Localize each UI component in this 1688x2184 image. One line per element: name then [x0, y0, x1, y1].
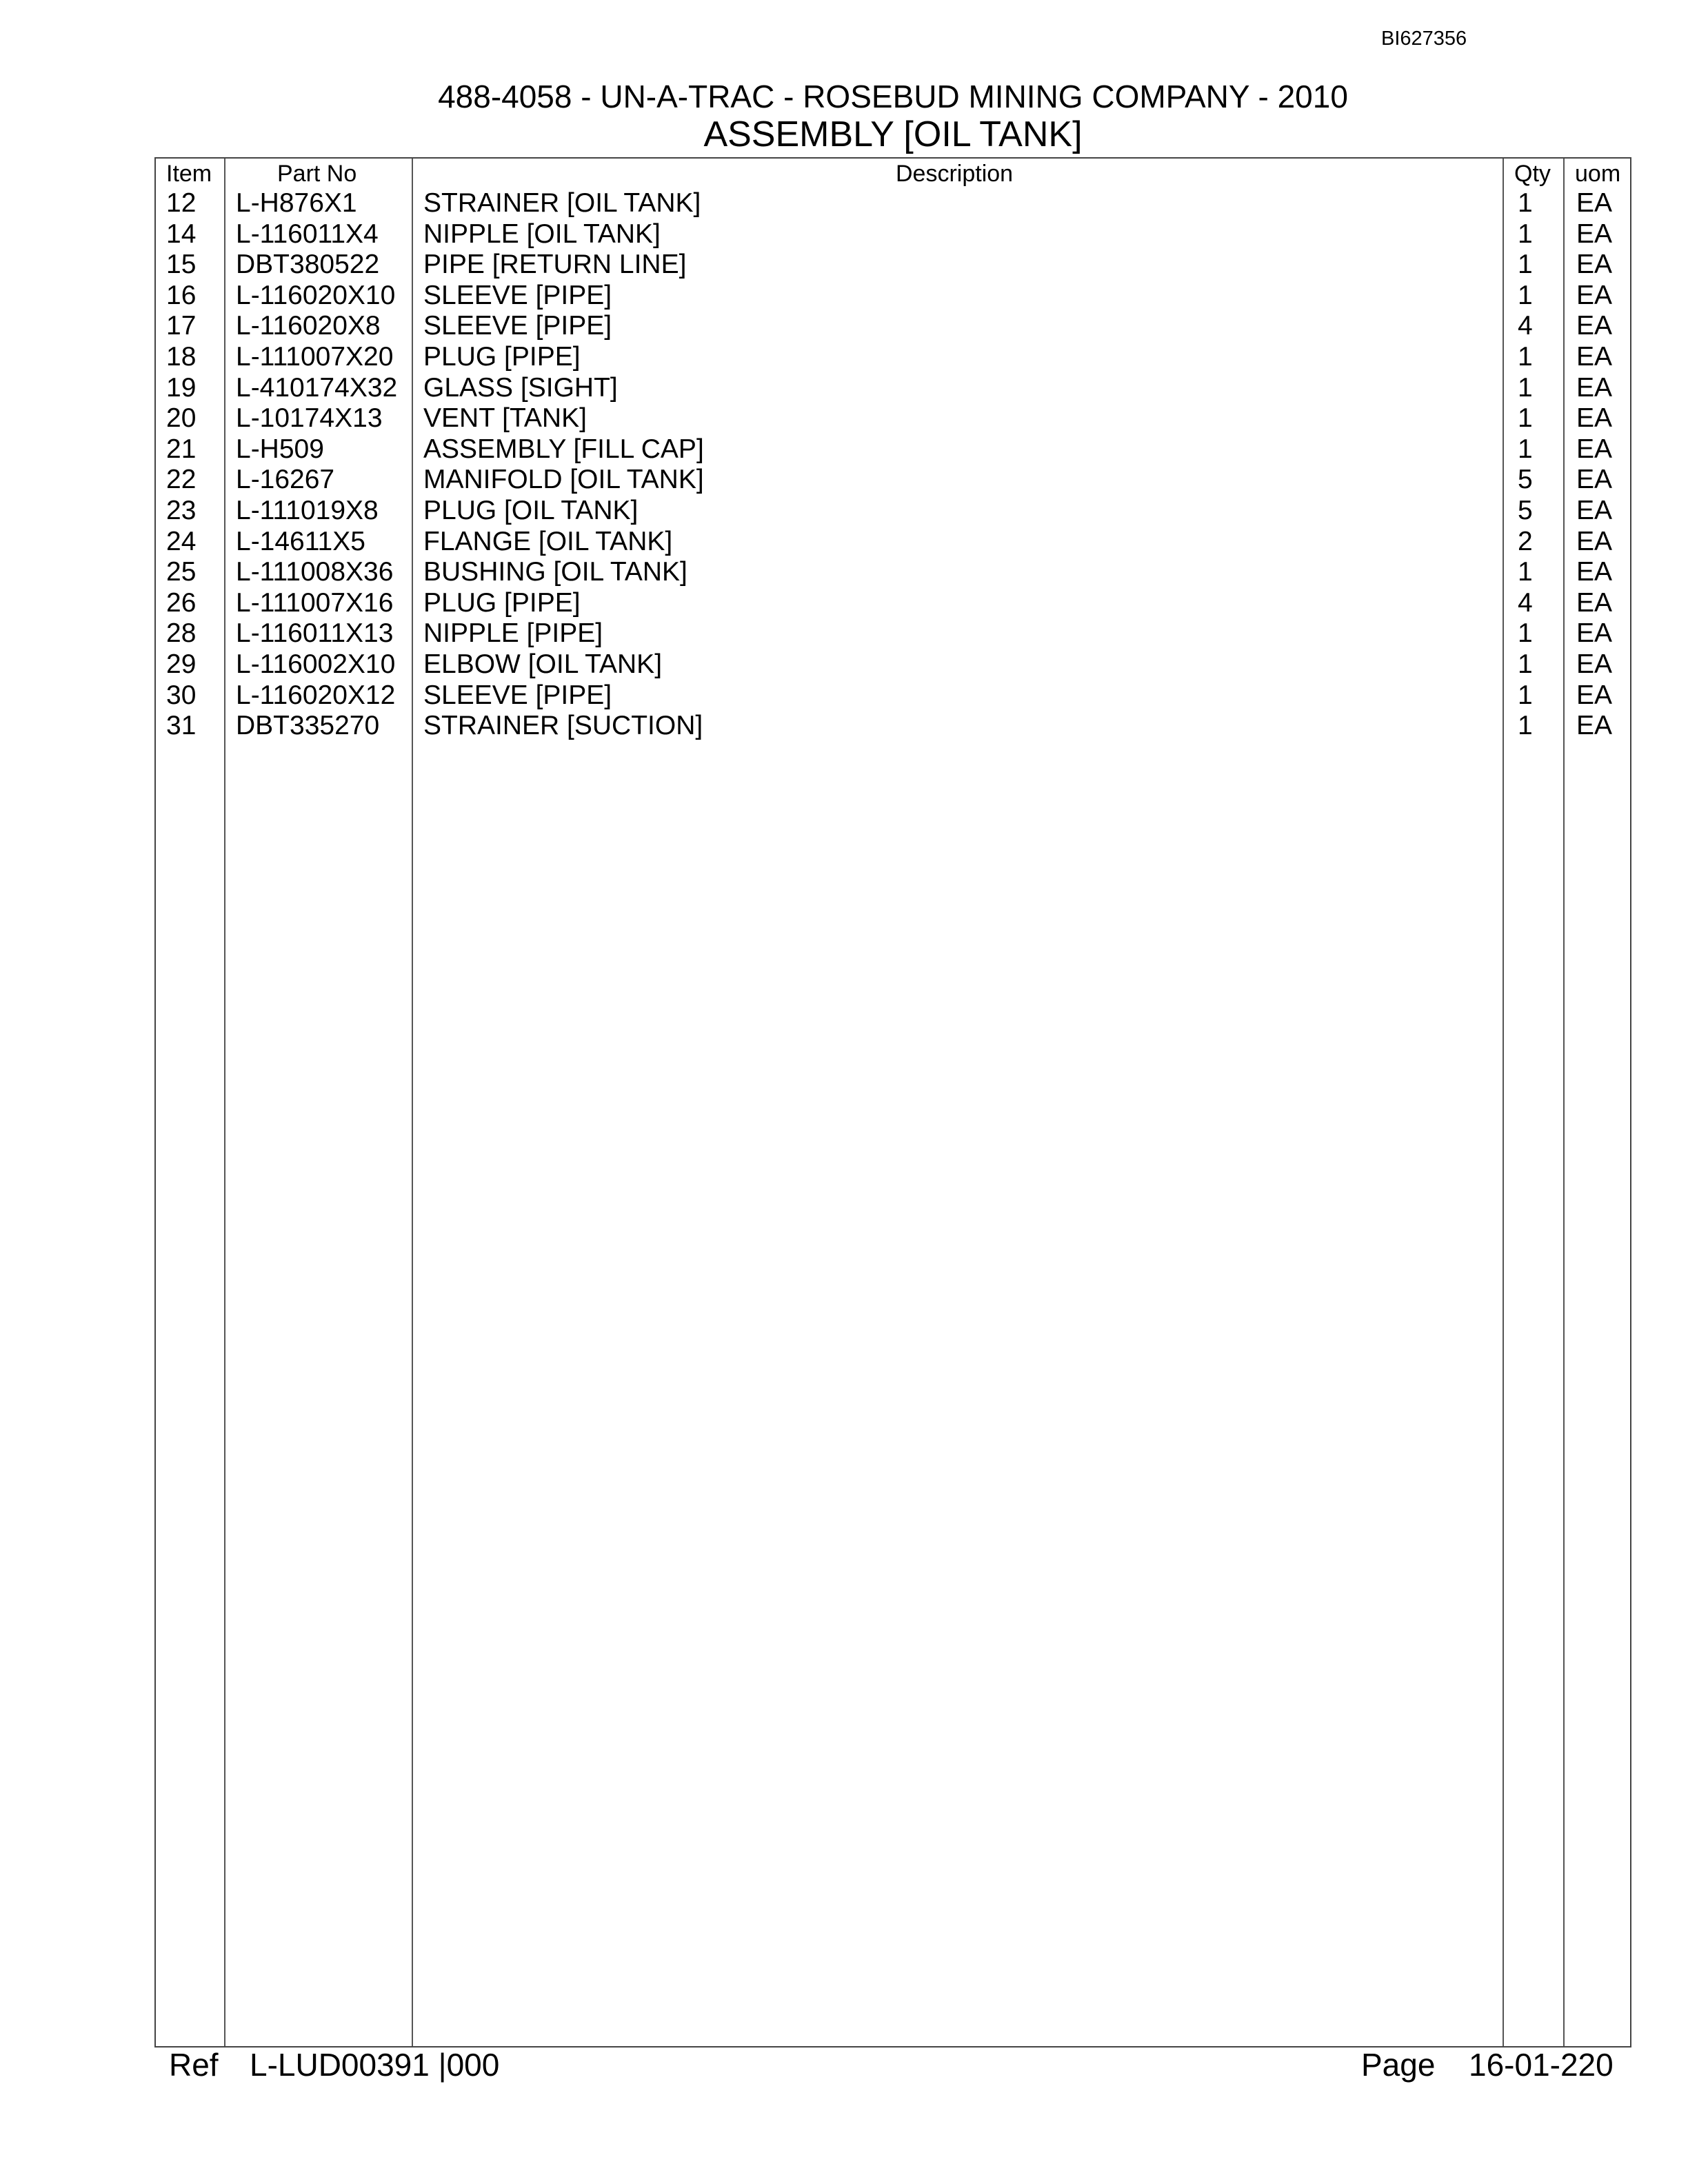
qty-cell: 1 — [1518, 403, 1533, 434]
qty-cell: 1 — [1518, 680, 1533, 710]
item-cell: 12 — [166, 188, 197, 218]
qty-cell: 1 — [1518, 250, 1533, 280]
header-description: Description — [896, 161, 1014, 187]
table-row — [156, 649, 1630, 680]
part-no-cell: L-116020X12 — [236, 680, 396, 710]
uom-cell: EA — [1576, 465, 1613, 495]
item-cell: 29 — [166, 649, 197, 679]
item-cell: 15 — [166, 250, 197, 280]
description-cell: VENT [TANK] — [423, 403, 587, 434]
uom-cell: EA — [1576, 495, 1613, 525]
qty-cell: 1 — [1518, 372, 1533, 403]
uom-cell: EA — [1576, 434, 1613, 464]
uom-cell: EA — [1576, 557, 1613, 587]
page-subtitle: ASSEMBLY [OIL TANK] — [703, 114, 1083, 154]
description-cell: ELBOW [OIL TANK] — [423, 649, 663, 679]
qty-cell: 1 — [1518, 434, 1533, 464]
qty-cell: 5 — [1518, 495, 1533, 525]
description-cell: SLEEVE [PIPE] — [423, 311, 612, 341]
part-no-cell: L-111019X8 — [236, 495, 379, 525]
uom-cell: EA — [1576, 587, 1613, 618]
uom-cell: EA — [1576, 280, 1613, 310]
part-no-cell: L-111007X20 — [236, 341, 394, 372]
header-qty: Qty — [1514, 161, 1551, 187]
part-no-cell: L-H876X1 — [236, 188, 357, 218]
qty-cell: 2 — [1518, 526, 1533, 556]
item-cell: 31 — [166, 711, 197, 741]
part-no-cell: L-14611X5 — [236, 526, 365, 556]
page-title: 488-4058 - UN-A-TRAC - ROSEBUD MINING COMPANY - 2010 — [438, 79, 1348, 114]
description-cell: NIPPLE [PIPE] — [423, 618, 603, 649]
uom-cell: EA — [1576, 188, 1613, 218]
part-no-cell: L-111008X36 — [236, 557, 394, 587]
part-no-cell: DBT380522 — [236, 250, 380, 280]
part-no-cell: L-116011X13 — [236, 618, 394, 649]
qty-cell: 1 — [1518, 341, 1533, 372]
table-row — [156, 250, 1630, 281]
item-cell: 28 — [166, 618, 197, 649]
qty-cell: 1 — [1518, 649, 1533, 679]
part-no-cell: L-16267 — [236, 465, 335, 495]
item-cell: 22 — [166, 465, 197, 495]
header-item: Item — [166, 161, 212, 187]
description-cell: STRAINER [SUCTION] — [423, 711, 703, 741]
part-no-cell: DBT335270 — [236, 711, 380, 741]
item-cell: 16 — [166, 280, 197, 310]
qty-cell: 4 — [1518, 587, 1533, 618]
qty-cell: 1 — [1518, 219, 1533, 249]
qty-cell: 1 — [1518, 280, 1533, 310]
uom-cell: EA — [1576, 311, 1613, 341]
description-cell: NIPPLE [OIL TANK] — [423, 219, 661, 249]
description-cell: SLEEVE [PIPE] — [423, 680, 612, 710]
description-cell: BUSHING [OIL TANK] — [423, 557, 687, 587]
table-row — [156, 588, 1630, 619]
table-row — [156, 219, 1630, 250]
description-cell: PIPE [RETURN LINE] — [423, 250, 687, 280]
uom-cell: EA — [1576, 618, 1613, 649]
description-cell: ASSEMBLY [FILL CAP] — [423, 434, 704, 464]
description-cell: SLEEVE [PIPE] — [423, 280, 612, 310]
item-cell: 20 — [166, 403, 197, 434]
table-row — [156, 496, 1630, 527]
qty-cell: 1 — [1518, 618, 1533, 649]
description-cell: PLUG [PIPE] — [423, 587, 581, 618]
item-cell: 14 — [166, 219, 197, 249]
description-cell: STRAINER [OIL TANK] — [423, 188, 701, 218]
qty-cell: 1 — [1518, 711, 1533, 741]
uom-cell: EA — [1576, 250, 1613, 280]
table-row — [156, 434, 1630, 465]
page-number: 16-01-220 — [1469, 2047, 1614, 2083]
item-cell: 25 — [166, 557, 197, 587]
part-no-cell: L-H509 — [236, 434, 324, 464]
qty-cell: 5 — [1518, 465, 1533, 495]
qty-cell: 1 — [1518, 557, 1533, 587]
item-cell: 23 — [166, 495, 197, 525]
table-row — [156, 281, 1630, 312]
uom-cell: EA — [1576, 649, 1613, 679]
table-row — [156, 680, 1630, 711]
header-uom: uom — [1575, 161, 1621, 187]
item-cell: 21 — [166, 434, 197, 464]
qty-cell: 1 — [1518, 188, 1533, 218]
document-id: BI627356 — [1381, 28, 1467, 50]
description-cell: GLASS [SIGHT] — [423, 372, 618, 403]
table-row — [156, 188, 1630, 219]
ref-label: Ref — [169, 2047, 219, 2083]
item-cell: 24 — [166, 526, 197, 556]
parts-table — [154, 157, 1631, 2048]
page-label: Page — [1361, 2047, 1436, 2083]
table-row — [156, 557, 1630, 588]
description-cell: FLANGE [OIL TANK] — [423, 526, 673, 556]
part-no-cell: L-10174X13 — [236, 403, 383, 434]
item-cell: 18 — [166, 341, 197, 372]
part-no-cell: L-116011X4 — [236, 219, 379, 249]
part-no-cell: L-410174X32 — [236, 372, 398, 403]
item-cell: 17 — [166, 311, 197, 341]
uom-cell: EA — [1576, 526, 1613, 556]
ref-value: L-LUD00391 |000 — [250, 2047, 500, 2083]
item-cell: 19 — [166, 372, 197, 403]
uom-cell: EA — [1576, 680, 1613, 710]
description-cell: PLUG [OIL TANK] — [423, 495, 639, 525]
header-part-no: Part No — [277, 161, 357, 187]
uom-cell: EA — [1576, 711, 1613, 741]
description-cell: MANIFOLD [OIL TANK] — [423, 465, 704, 495]
part-no-cell: L-116020X8 — [236, 311, 381, 341]
description-cell: PLUG [PIPE] — [423, 341, 581, 372]
uom-cell: EA — [1576, 219, 1613, 249]
table-body — [156, 188, 1630, 742]
table-row — [156, 342, 1630, 373]
table-row — [156, 465, 1630, 496]
table-row — [156, 711, 1630, 742]
table-row — [156, 373, 1630, 404]
uom-cell: EA — [1576, 403, 1613, 434]
table-row — [156, 527, 1630, 558]
uom-cell: EA — [1576, 372, 1613, 403]
part-no-cell: L-116020X10 — [236, 280, 396, 310]
table-row — [156, 311, 1630, 342]
part-no-cell: L-116002X10 — [236, 649, 396, 679]
item-cell: 26 — [166, 587, 197, 618]
part-no-cell: L-111007X16 — [236, 587, 394, 618]
table-row — [156, 403, 1630, 434]
item-cell: 30 — [166, 680, 197, 710]
qty-cell: 4 — [1518, 311, 1533, 341]
table-row — [156, 618, 1630, 649]
uom-cell: EA — [1576, 341, 1613, 372]
